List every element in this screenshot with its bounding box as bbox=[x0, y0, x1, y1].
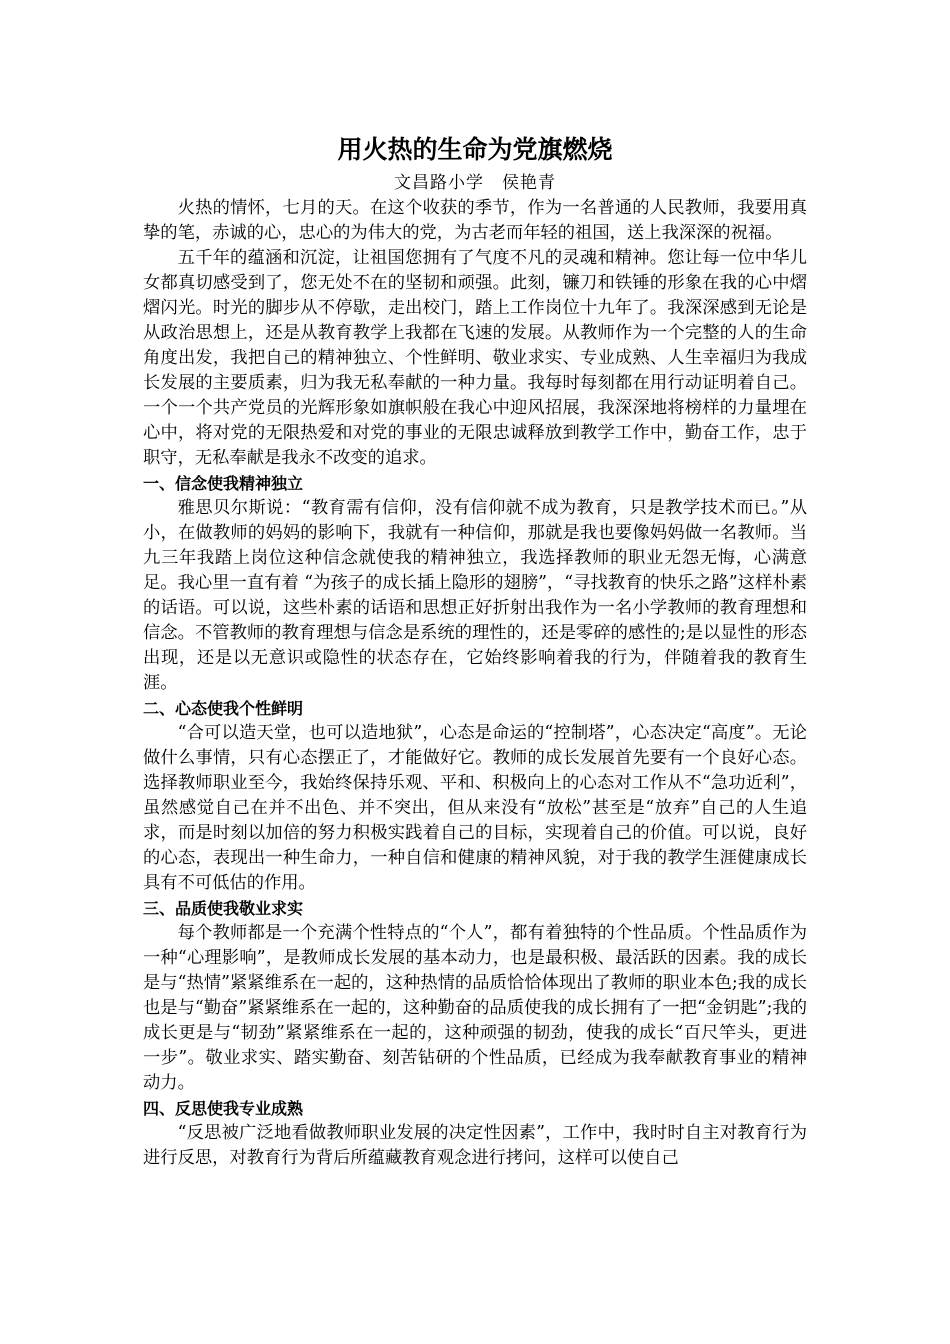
intro-paragraph-2: 五千年的蕴涵和沉淀，让祖国您拥有了气度不凡的灵魂和精神。您让每一位中华儿女都真切感受到了，您无处不在的坚韧和顽强。此刻，镰刀和铁锤的形象在我的心中熠熠闪光。时光的脚步从不停歇，走出校门，踏上工作岗位十九年了。我深深感到无论是从政治思想上，还是从教育教学上我都在飞速的发展。从教师作为一个完整的人的生命角度出发，我把自己的精神独立、个性鲜明、敬业求实、专业成熟、人生幸福归为我成长发展的主要质素，归为我无私奉献的一种力量。我每时每刻都在用行动证明着自己。一个一个共产党员的光辉形象如旗帜般在我心中迎风招展，我深深地将榜样的力量埋在心中，将对党的无限热爱和对党的事业的无限忠诚释放到教学工作中，勤奋工作，忠于职守，无私奉献是我永不改变的追求。 bbox=[143, 248, 807, 468]
intro-paragraph-1: 火热的情怀，七月的天。在这个收获的季节，作为一名普通的人民教师，我要用真挚的笔，赤诚的心，忠心的为伟大的党，为古老而年轻的祖国，送上我深深的祝福。 bbox=[143, 198, 807, 243]
section-paragraph-4: “反思被广泛地看做教师职业发展的决定性因素”，工作中，我时时自主对教育行为进行反思，对教育行为背后所蕴藏教育观念进行拷问，这样可以使自己 bbox=[143, 1123, 807, 1168]
section-paragraph-1: 雅思贝尔斯说：“教育需有信仰，没有信仰就不成为教育，只是教学技术而已。”从小，在做教师的妈妈的影响下，我就有一种信仰，那就是我也要像妈妈做一名教师。当九三年我踏上岗位这种信念就使我的精神独立，我选择教师的职业无怨无悔，心满意足。我心里一直有着 “为孩子的成长插上隐形的翅膀”，“寻找教育的快乐之路”这样朴素的话语。可以说，这些朴素的话语和思想正好折射出我作为一名小学教师的教育理想和信念。不管教师的教育理想与信念是系统的理性的，还是零碎的感性的;是以显性的形态出现，还是以无意识或隐性的状态存在，它始终影响着我的行为，伴随着我的教育生涯。 bbox=[143, 498, 807, 693]
section-heading-1: 一、信念使我精神独立 bbox=[143, 474, 304, 493]
section-paragraph-2: “合可以造天堂，也可以造地狱”，心态是命运的“控制塔”，心态决定“高度”。无论做什么事情，只有心态摆正了，才能做好它。教师的成长发展首先要有一个良好心态。选择教师职业至今，我始终保持乐观、平和、积极向上的心态对工作从不“急功近利”，虽然感觉自己在并不出色、并不突出，但从来没有“放松”甚至是“放弃”自己的人生追求，而是时刻以加倍的努力积极实践着自己的目标，实现着自己的价值。可以说，良好的心态，表现出一种生命力，一种自信和健康的精神风貌，对于我的教学生涯健康成长具有不可低估的作用。 bbox=[143, 723, 807, 893]
section-heading-2: 二、心态使我个性鲜明 bbox=[143, 699, 304, 718]
document-page bbox=[143, 130, 807, 1171]
section-heading-3: 三、品质使我敬业求实 bbox=[143, 899, 304, 918]
section-paragraph-3: 每个教师都是一个充满个性特点的“个人”，都有着独特的个性品质。个性品质作为一种“心理影响”，是教师成长发展的基本动力，也是最积极、最活跃的因素。我的成长是与“热情”紧紧维系在一起的，这种热情的品质恰恰体现出了教师的职业本色;我的成长也是与“勤奋”紧紧维系在一起的，这种勤奋的品质使我的成长拥有了一把“金钥匙”;我的成长更是与“韧劲”紧紧维系在一起的，这种顽强的韧劲，使我的成长“百尺竿头，更进一步”。敬业求实、踏实勤奋、刻苦钻研的个性品质，已经成为我奉献教育事业的精神动力。 bbox=[143, 923, 807, 1093]
document-author: 文昌路小学 侯艳青 bbox=[394, 173, 556, 193]
section-heading-4: 四、反思使我专业成熟 bbox=[143, 1099, 304, 1118]
document-title: 用火热的生命为党旗燃烧 bbox=[337, 135, 613, 164]
